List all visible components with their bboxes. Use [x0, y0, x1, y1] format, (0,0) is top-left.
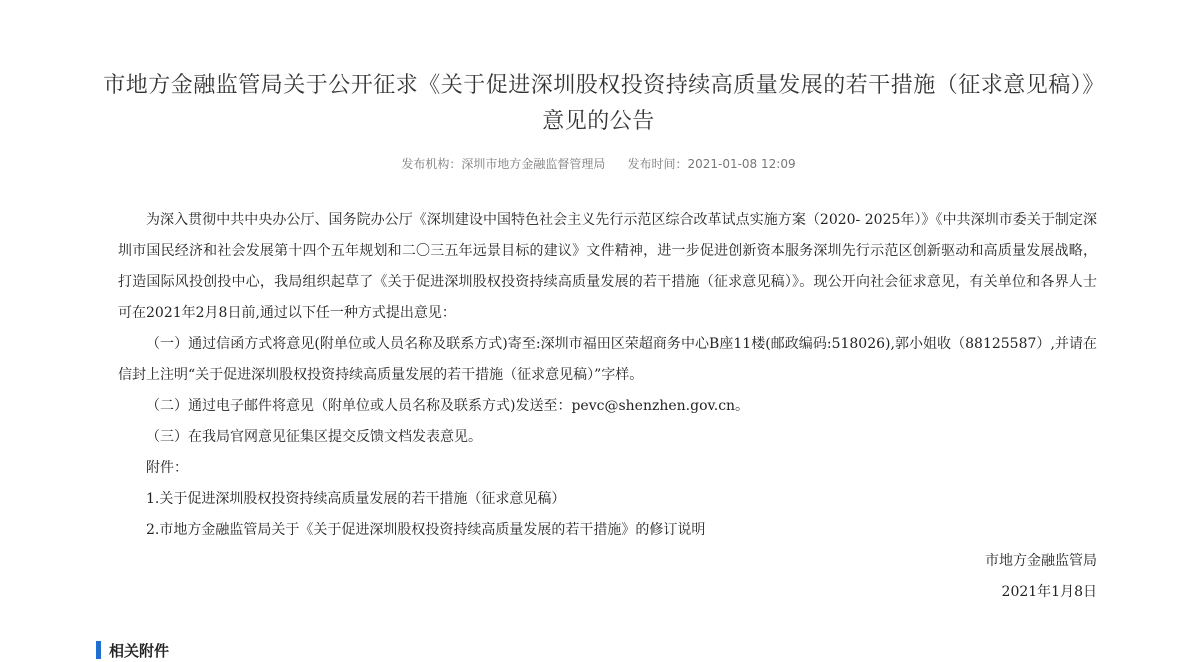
article-body — [118, 205, 1097, 608]
attachment-link-1[interactable]: 1.关于促进深圳股权投资持续高质量发展的若干措施（征求意见稿） — [146, 491, 566, 507]
publisher-label: 发布机构： — [401, 157, 462, 171]
date-value: 2021-01-08 12:09 — [687, 157, 796, 171]
related-attachments-title: 相关附件 — [109, 641, 170, 660]
attachment-link-2[interactable]: 2.市地方金融监管局关于《关于促进深圳股权投资持续高质量发展的若干措施》的修订说明 — [146, 522, 706, 538]
method-letter-paragraph: （一）通过信函方式将意见(附单位或人员名称及联系方式)寄至:深圳市福田区荣超商务中心B座11楼(邮政编码:518026),郭小姐收（88125587）,并请在信封上注明“关于促进深圳股权投资持续高质量发展的若干措施（征求意见稿）”字样。 — [118, 336, 1097, 383]
attachment-item-2[interactable] — [118, 515, 1097, 546]
intro-paragraph: 为深入贯彻中共中央办公厅、国务院办公厅《深圳建设中国特色社会主义先行示范区综合改革试点实施方案（2020- 2025年）》《中共深圳市委关于制定深圳市国民经济和社会发展第十四个五年规划和二〇三五年远景目标的建议》文件精神，进一步促进创新资本服务深圳先行示范区创新驱动和高质量发展战略，打造国际风投创投中心，我局组织起草了《关于促进深圳股权投资持续高质量发展的若干措施（征求意见稿）》。现公开向社会征求意见，有关单位和各界人士可在2021年2月8日前,通过以下任一种方式提出意见： — [118, 212, 1097, 321]
attachments-label: 附件： — [146, 460, 188, 476]
attachment-item-1[interactable] — [118, 484, 1097, 515]
signature: 市地方金融监管局 — [985, 553, 1097, 569]
publisher-value: 深圳市地方金融监督管理局 — [461, 157, 606, 171]
date-label: 发布时间： — [627, 157, 688, 171]
page-title: 市地方金融监管局关于公开征求《关于促进深圳股权投资持续高质量发展的若干措施（征求意见稿）》意见的公告 — [103, 73, 1094, 134]
related-attachments-header — [96, 638, 169, 662]
section-accent-bar — [96, 641, 101, 659]
article-meta — [100, 155, 1097, 173]
method-email-paragraph: （二）通过电子邮件将意见（附单位或人员名称及联系方式)发送至：pevc@shenzhen.gov.cn。 — [146, 398, 750, 414]
signature-date: 2021年1月8日 — [1001, 584, 1097, 600]
method-website-paragraph: （三）在我局官网意见征集区提交反馈文档发表意见。 — [146, 429, 482, 445]
